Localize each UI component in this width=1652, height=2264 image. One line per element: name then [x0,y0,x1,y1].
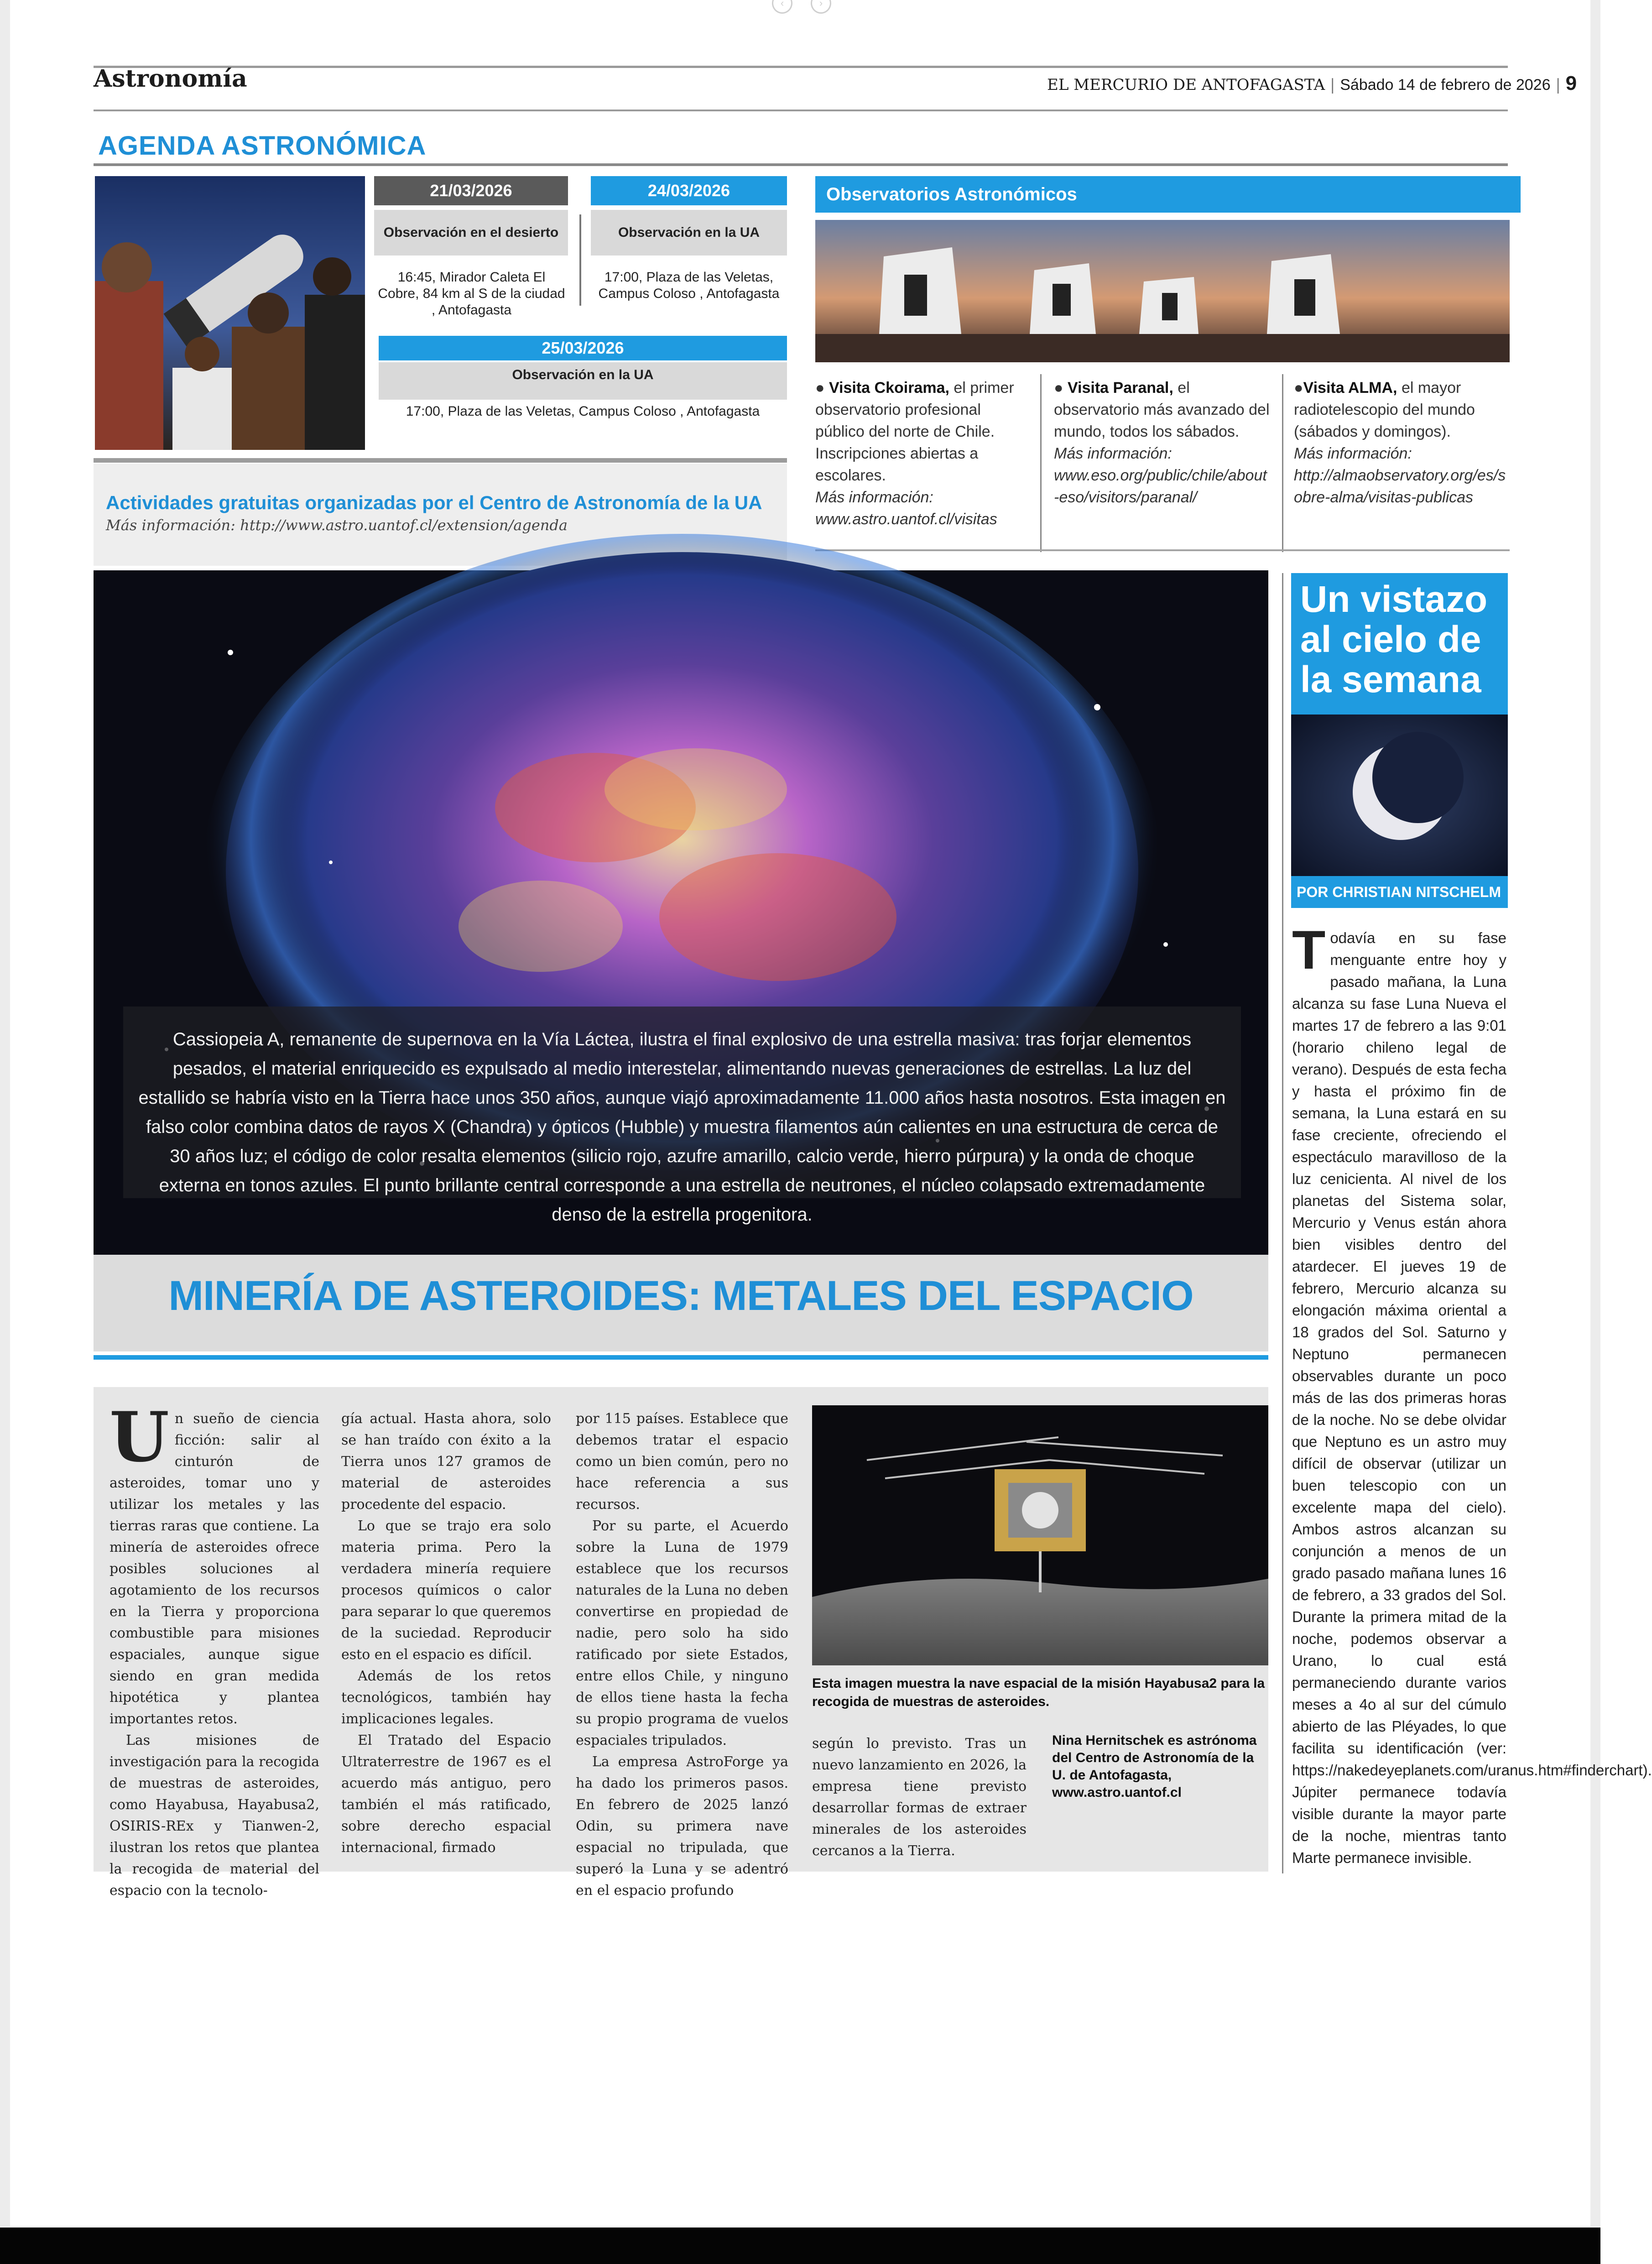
paranal-name: Visita Paranal, [1067,379,1173,396]
sidebar-body: Todavía en su fase menguante entre hoy y pasado mañana, la Luna alcanza su fase Luna Nueva el martes 17 de febrero a las 9:01 (horario chileno legal de verano). Después de esta fecha y hasta el próximo fin de semana, la Luna estará en su fase creciente, ofreciendo el espectáculo maravilloso de la luz cenicienta. Al nivel de los planetas del Sistema solar, Mercurio y Venus están ahora bien visibles dentro del atardecer. El jueves 19 de febrero, Mercurio alcanza su elongación máxima oriental a 18 grados del Sol. Saturno y Neptuno permanecen observables durante un poco más de las dos primeras horas de la noche. No se debe olvidar que Neptuno es un astro muy difícil de observar (utilizar un buen telescopio con un excelente mapa del cielo). Ambos astros alcanzan su conjunción a menos de un grado pasado mañana lunes 16 de febrero, a 33 grados del Sol. Durante la primera mitad de la noche, podemos observar a Urano, lo cual está permaneciendo durante varios meses a 4o al sur del cúmulo abierto de las Pléyades, lo que facilita su identificación (ver: https://nakedeyeplanets.com/uranus.htm#finderchart). Júpiter permanece todavía visible durante la mayor parte de la noche, mientras tanto Marte permanece invisible. [1292,919,1652,1866]
moon-photo [1291,715,1508,876]
page-edge-right [1590,0,1600,2227]
event-2-title: Observación en la UA [591,210,787,256]
alma-name: Visita ALMA, [1303,379,1397,396]
agenda-more-info: Más información: http://www.astro.uantof.cl/extension/agenda [106,516,568,534]
event-divider [579,214,581,306]
agenda-title: AGENDA ASTRONÓMICA [98,131,427,161]
article-headline: MINERÍA DE ASTEROIDES: METALES DEL ESPACIO [168,1273,1193,1319]
sidebar-title: Un vistazo al cielo de la semana [1291,573,1508,715]
sidebar-author: POR CHRISTIAN NITSCHELM [1291,876,1508,908]
event-1-details: 16:45, Mirador Caleta El Cobre, 84 km al S de la ciudad , Antofagasta [378,270,565,318]
telescope-photo [95,176,365,450]
observatory-alma: ●Visita ALMA, el mayor radiotelescopio del mundo (sábados y domingos). Más información: http://almaobservatory.org/es/sobre-alma/visitas-publicas [1294,379,1506,506]
paranal-info-label: Más información: [1054,445,1172,462]
sidebar-divider [1282,573,1283,1873]
alma-text: el mayor radiotelescopio del mundo (sábados y domingos). [1294,379,1475,440]
next-page-icon[interactable]: › [811,0,831,14]
paranal-text: el observatorio más avanzado del mundo, todos los sábados. [1054,379,1270,440]
event-1-title: Observación en el desierto [374,210,568,256]
article-dropcap: U [109,1397,169,1477]
obs-divider-2 [1282,374,1283,552]
agenda-rule [94,163,1508,166]
viewer-bottom-bar [0,2227,1600,2264]
ckoirama-name: Visita Ckoirama, [829,379,949,396]
alma-info-label: Más información: [1294,445,1412,462]
obs-divider-1 [1040,374,1042,552]
issue-date: Sábado 14 de febrero de 2026 [1340,76,1551,94]
ckoirama-link[interactable]: www.astro.uantof.cl/visitas [815,511,997,528]
article-col-4: según lo previsto. Tras un nuevo lanzamiento en 2026, la empresa tiene previsto desarrollar formas de extraer minerales de los asteroides cercanos a la Tierra. [812,1736,1027,1859]
header-rule [94,110,1508,111]
hayabusa2-image [812,1405,1268,1665]
article-col-2: gía actual. Hasta ahora, solo se han traído con éxito a la Tierra unos 127 gramos de material de asteroides procedente del espacio. Lo que se trajo era solo materia prima. Pero la verdadera minería requiere procesos químicos o calor para separar lo que queremos de la suciedad. Reproducir esto en el espacio es difícil. Además de los retos tecnológicos, también hay implicaciones legales. El Tratado del Espacio Ultraterrestre de 1967 es el acuerdo más antiguo, pero también el más ratificado, sobre derecho espacial internacional, firmado [341,1411,551,1856]
event-3-date: 25/03/2026 [379,336,787,360]
article-col-1: Un sueño de ciencia ficción: salir al cinturón de asteroides, tomar uno y utilizar los metales y las tierras raras que contiene. La minería de asteroides ofrece posibles soluciones al agotamiento de los recursos en la Tierra y proporciona combustible para misiones espaciales, aunque sigue siendo en gran medida hipotética y plantea importantes retos. Las misiones de investigación para la recogida de muestras de asteroides, como Hayabusa, Hayabusa2, OSIRIS-REx y Tianwen-2, ilustran los retos que plantea la recogida de material del espacio con la tecnolo- [109,1397,319,1899]
page-number: 9 [1565,72,1577,94]
event-2-details: 17:00, Plaza de las Veletas, Campus Coloso , Antofagasta [598,270,780,301]
publication-name: EL MERCURIO DE ANTOFAGASTA [1047,76,1325,94]
observatory-ckoirama: ● Visita Ckoirama, el primer observatorio profesional público del norte de Chile. Inscripciones abiertas a escolares. Más información: www.astro.uantof.cl/visitas [815,379,1014,528]
event-2-date: 24/03/2026 [591,176,787,205]
top-rule [94,66,1508,68]
paranal-link[interactable]: www.eso.org/public/chile/about-eso/visitors/paranal/ [1054,467,1267,506]
section-title: Astronomía [94,65,247,93]
supernova-caption: Cassiopeia A, remanente de supernova en la Vía Láctea, ilustra el final explosivo de una estrella masiva: tras forjar elementos pesados, el material enriquecido es expulsado al medio interestelar, alimentando nuevas generaciones de estrellas. La luz del estallido se habría visto en la Tierra hace unos 350 años, aunque viajó aproximadamente 11.000 años hasta nosotros. Esta imagen en falso color combina datos de rayos X (Chandra) y ópticos (Hubble) y muestra filamentos aún calientes en una estructura de cerca de 30 años luz; el código de color resalta elementos (silicio rojo, azufre amarillo, calcio verde, hierro púrpura) y la onda de choque externa en tonos azules. El punto brillante central corresponde a una estrella de neutrones, el núcleo colapsado extremadamente denso de la estrella progenitora. [123,1007,1241,1198]
ckoirama-text: el primer observatorio profesional público del norte de Chile. Inscripciones abiertas a escolares. [815,379,1014,484]
hayabusa2-caption: Esta imagen muestra la nave espacial de la misión Hayabusa2 para la recogida de muestras de asteroides. [812,1676,1265,1709]
masthead: EL MERCURIO DE ANTOFAGASTA | Sábado 14 de febrero de 2026 | 9 [1047,72,1577,94]
observatories-photo [815,220,1510,362]
author-byline: Nina Hernitschek es astrónoma del Centro de Astronomía de la U. de Antofagasta, www.astro.uantof.cl [1052,1733,1257,1800]
headline-rule [94,1355,1268,1360]
observatory-paranal: ● Visita Paranal, el observatorio más avanzado del mundo, todos los sábados. Más información: www.eso.org/public/chile/about-eso/visitors/paranal/ [1054,379,1270,506]
obs-bottom-rule [815,549,1510,551]
agenda-bottom-rule [94,458,787,463]
sidebar-dropcap: T [1292,919,1326,981]
page-nav [772,0,831,13]
free-activities-text: Actividades gratuitas organizadas por el Centro de Astronomía de la UA [106,492,762,513]
article-col-3: por 115 países. Establece que debemos tratar el espacio como un bien común, pero no hace referencia a sus recursos. Por su parte, el Acuerdo sobre la Luna de 1979 establece que los recursos naturales de la Luna no deben convertirse en propiedad de nadie, pero solo ha sido ratificado por siete Estados, entre ellos Chile, y ninguno de ellos tiene hasta la fecha su propio programa de vuelos espaciales tripulados. La empresa AstroForge ya ha dado los primeros pasos. En febrero de 2025 lanzó Odin, su primera nave espacial no tripulada, que superó la Luna y se adentró en el espacio profundo [576,1411,788,1899]
prev-page-icon[interactable]: ‹ [772,0,792,14]
event-1-date: 21/03/2026 [374,176,568,205]
page-edge-left [0,0,10,2227]
event-3-title: Observación en la UA [379,362,787,400]
observatories-title: Observatorios Astronómicos [815,176,1521,213]
ckoirama-info-label: Más información: [815,489,933,506]
event-3-details: 17:00, Plaza de las Veletas, Campus Coloso , Antofagasta [406,404,760,419]
alma-link[interactable]: http://almaobservatory.org/es/sobre-alma/visitas-publicas [1294,467,1506,506]
